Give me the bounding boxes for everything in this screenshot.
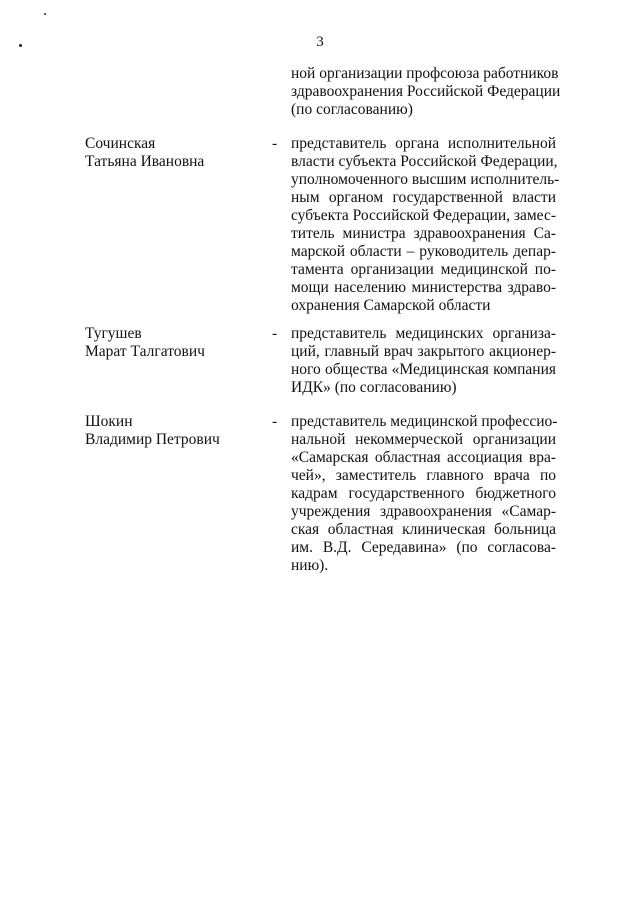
- separator-dash: -: [272, 413, 278, 430]
- role-line: ций, главный врач закрытого акционер-: [291, 343, 556, 360]
- scan-speck: [44, 13, 46, 15]
- role-line: (по согласованию): [291, 101, 413, 118]
- role-line: нальной некоммерческой организации: [291, 431, 556, 448]
- separator-dash: -: [272, 325, 278, 342]
- role-line: кадрам государственного бюджетного: [291, 485, 556, 502]
- role-line: охранения Самарской области: [291, 297, 491, 314]
- role-line: ИДК» (по согласованию): [291, 379, 457, 396]
- role-line: ным органом государственной власти: [291, 189, 556, 206]
- role-line: «Самарская областная ассоциация вра-: [291, 449, 556, 466]
- role-line: уполномоченного высшим исполнитель-: [291, 171, 560, 188]
- role-line: им. В.Д. Середавина» (по согласова-: [291, 539, 556, 556]
- member-name: [85, 413, 220, 449]
- role-line: ская областная клиническая больница: [291, 521, 556, 538]
- member-given-names: Татьяна Ивановна: [85, 153, 205, 170]
- role-line: представитель медицинских организа-: [291, 325, 556, 342]
- page-number: 3: [316, 34, 324, 50]
- role-line: марской области – руководитель депар-: [291, 243, 556, 260]
- member-role: [291, 413, 556, 575]
- role-line: представитель медицинской профессио-: [291, 413, 558, 430]
- role-line: мощи населению министерства здраво-: [291, 279, 556, 296]
- role-line: здравоохранения Российской Федерации: [291, 83, 561, 100]
- member-surname: Шокин: [85, 413, 133, 430]
- role-line: титель министра здравоохранения Са-: [291, 225, 556, 242]
- role-line: ного общества «Медицинская компания: [291, 361, 556, 378]
- role-line: чей», заместитель главного врача по: [291, 467, 556, 484]
- role-line: власти субъекта Российской Федерации,: [291, 153, 558, 170]
- role-line: ной организации профсоюза работников: [291, 65, 559, 82]
- member-role: [291, 135, 560, 315]
- member-name: [85, 325, 205, 361]
- separator-dash: -: [272, 135, 278, 152]
- role-line: учреждения здравоохранения «Самар-: [291, 503, 556, 520]
- member-role: [291, 325, 556, 397]
- role-line: тамента организации медицинской по-: [291, 261, 556, 278]
- member-given-names: Марат Талгатович: [85, 343, 205, 360]
- role-line: нию).: [291, 557, 329, 574]
- continued-role-text: [291, 65, 561, 119]
- member-name: [85, 135, 204, 171]
- role-line: субъекта Российской Федерации, замес-: [291, 207, 556, 224]
- member-given-names: Владимир Петрович: [85, 431, 220, 448]
- member-surname: Тугушев: [85, 325, 142, 342]
- role-line: представитель органа исполнительной: [291, 135, 556, 152]
- member-surname: Сочинская: [85, 135, 156, 152]
